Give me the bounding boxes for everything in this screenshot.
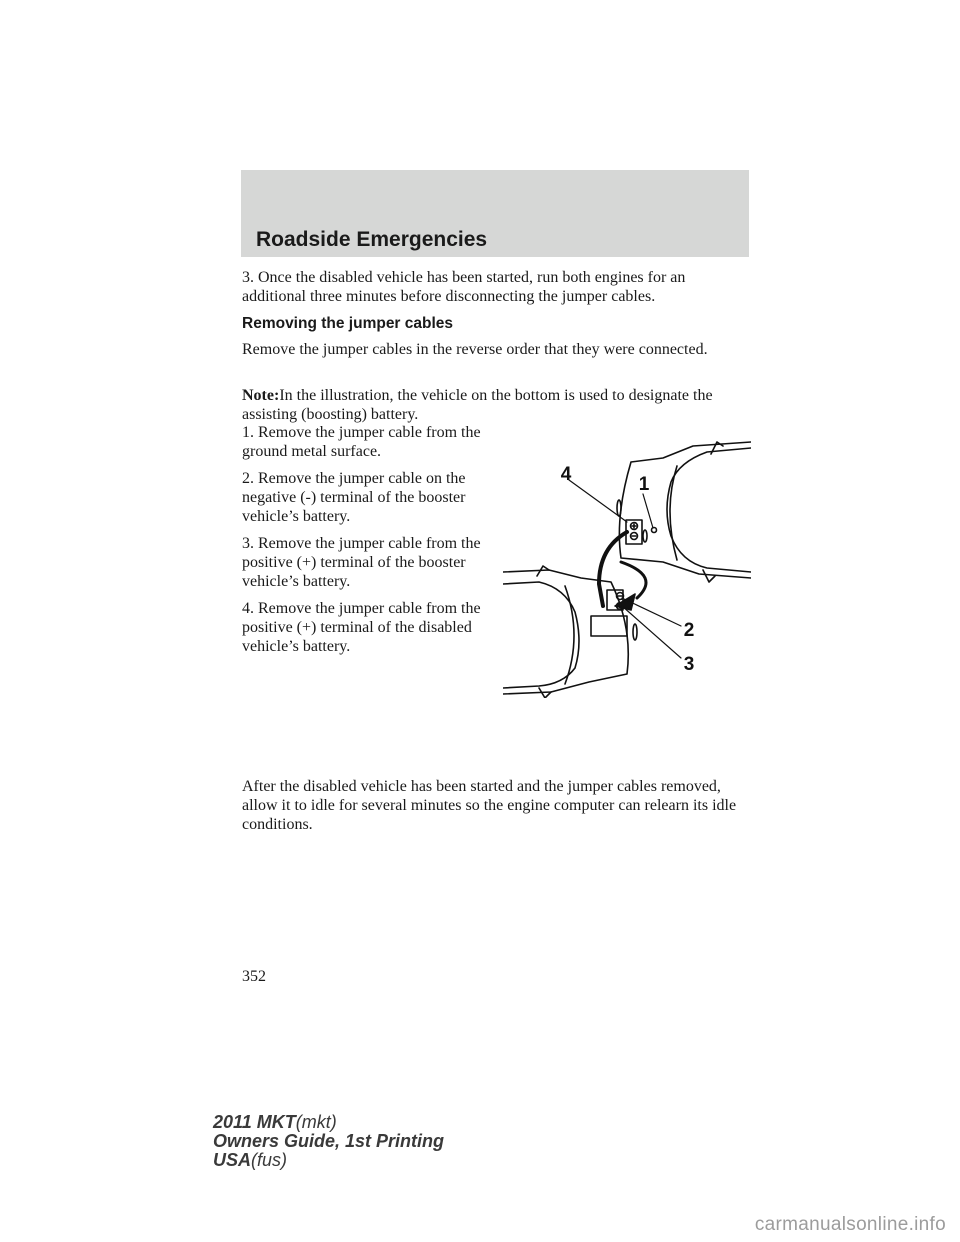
paragraph-step-3: 3. Once the disabled vehicle has been started, run both engines for an additional three minutes before disconnecting the jumper cables.	[242, 269, 686, 305]
step-4: 4. Remove the jumper cable from the positive (+) terminal of the disabled vehicle’s battery.	[242, 600, 481, 655]
callout-1: 1	[638, 474, 650, 495]
callout-3: 3	[683, 654, 695, 675]
subheading-removing-cables: Removing the jumper cables	[242, 315, 454, 332]
booster-vehicle-drawing	[503, 566, 637, 698]
paragraph-remove-order: Remove the jumper cables in the reverse order that they were connected.	[242, 341, 708, 358]
note-label: Note:	[242, 387, 280, 404]
page-number: 352	[242, 968, 266, 985]
document-footer	[213, 1113, 444, 1170]
step-3: 3. Remove the jumper cable from the positive (+) terminal of the booster vehicle’s battery.	[242, 535, 481, 590]
footer-model-code: (mkt)	[295, 1112, 337, 1132]
note-paragraph	[242, 386, 742, 424]
callout-2: 2	[683, 620, 695, 641]
jump-start-illustration	[503, 436, 751, 698]
disabled-vehicle-drawing	[617, 442, 751, 582]
watermark: carmanualsonline.info	[754, 1214, 946, 1235]
footer-region-code: (fus)	[251, 1150, 288, 1170]
footer-model: 2011 MKT	[213, 1112, 296, 1132]
arrow-removal-cable-2	[621, 562, 646, 598]
footer-printing: Owners Guide, 1st Printing	[213, 1131, 445, 1151]
callout-4: 4	[560, 464, 572, 485]
paragraph-after-start: After the disabled vehicle has been started and the jumper cables removed, allow it to idle for several minutes so the engine computer can relearn its idle conditions.	[242, 778, 737, 833]
note-text: In the illustration, the vehicle on the bottom is used to designate the assisting (boosting) battery.	[242, 387, 713, 423]
section-title: Roadside Emergencies	[256, 228, 488, 251]
step-2: 2. Remove the jumper cable on the negative (-) terminal of the booster vehicle’s battery.	[242, 470, 466, 525]
step-1: 1. Remove the jumper cable from the ground metal surface.	[242, 424, 481, 460]
footer-region: USA	[213, 1150, 252, 1170]
